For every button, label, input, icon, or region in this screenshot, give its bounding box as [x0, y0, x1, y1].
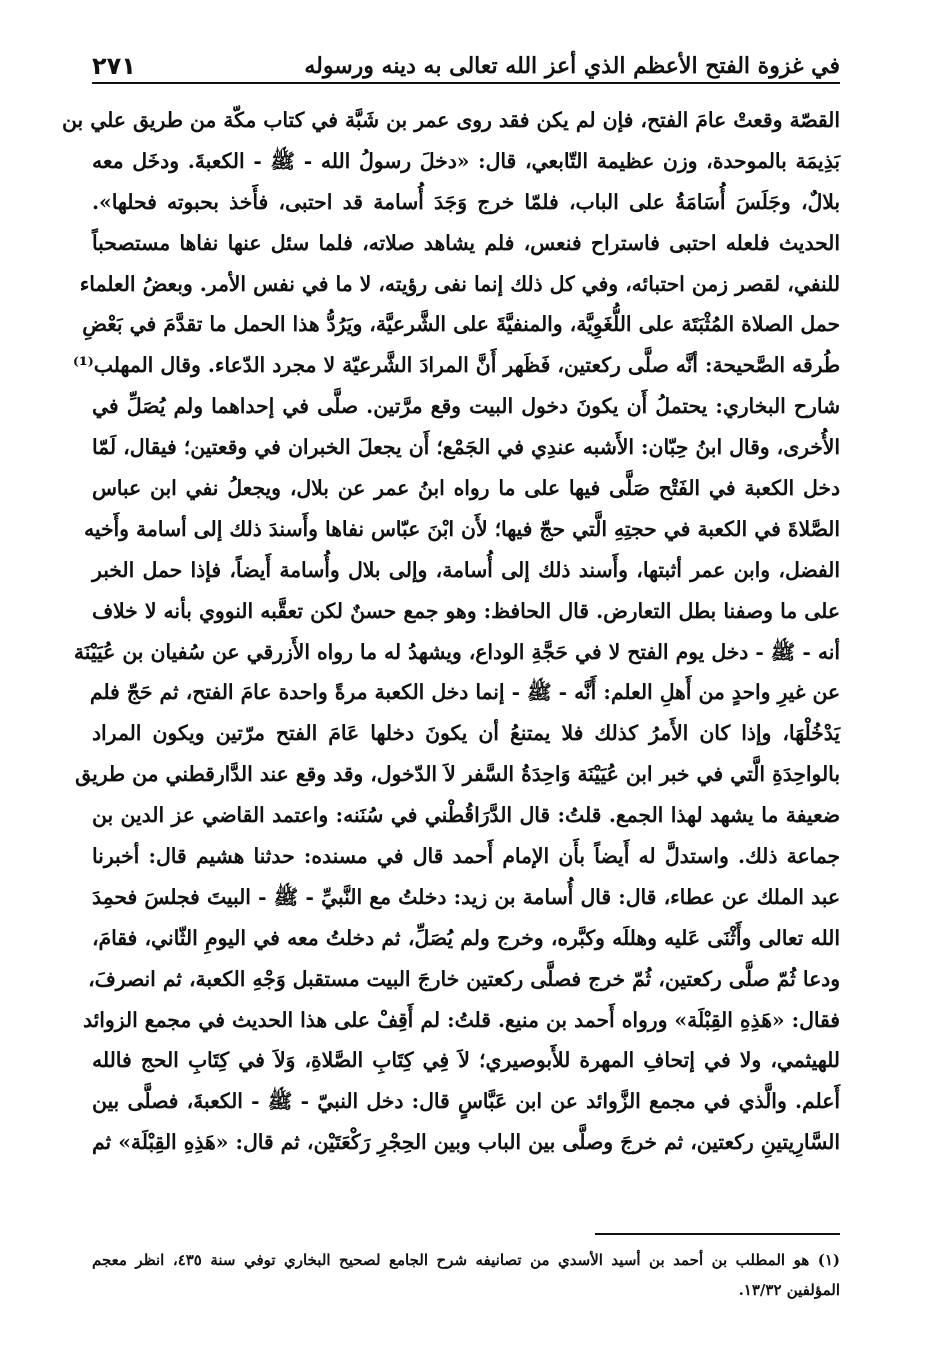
text-line: عبد الملك عن عطاء، قال: قال أُسامة بن زيد: دخلتُ مع النَّبيِّ - ﷺ - البيتَ فجلسَ فحمِدَ — [92, 884, 840, 909]
page-number: ٢٧١ — [92, 52, 136, 80]
text-line: أَعلم. والَّذي في مجمع الزَّوائد عن ابن عَبَّاسٍ قال: دخل النبيّ - ﷺ - الكعبةَ، فصلَّى بين — [92, 1089, 840, 1114]
page-header — [92, 38, 840, 84]
text-line: الله تعالى وأَثْنَى عَليه وهللَه وكبَّره، وخرج ولم يُصَلِّ، ثم دخلتُ معه في اليومِ الثّاني، فقامَ، — [92, 925, 840, 950]
text-line: بَذِيمَة بالموحدة، وزن عظيمة التّابعي، قال: «دخلَ رسولُ الله - ﷺ - الكعبةَ. ودخَل معه — [92, 148, 840, 173]
text-line: ودعا ثُمّ صلَّى ركعتين، ثُمّ خرج فصلَّى ركعتين خارجَ البيت مستقبل وَجْهِ الكعبة، ثم انصرفَ، — [88, 966, 840, 991]
text-line: ضعيفة ما يشهد لهذا الجمع. قلتُ: قال الدَّرَاقُطْني في سُنَنه: واعتمد القاضي عز الدين بن — [92, 803, 840, 828]
text-line: الأُخرى، وقال ابنُ حِبّان: الأَشبه عندِي في الجَمْع؛ أَن يجعلَ الخبران في وقعتين؛ فيقال، لَمّا — [92, 435, 840, 460]
text-line: طُرقه الصَّحيحة: أنَّه صلَّى ركعتين، فَظَهر أَنَّ المرادَ الشَّرعيّة لا مجرد الدّعاء. وقال المهلب⁽¹⁾ — [72, 353, 840, 378]
text-line: فقال: «هَذِهِ القِبْلَة» ورواه أَحمد بن منيع. قلتُ: لم أَقِفْ على هذا الحديث في مجمع الزوائد — [82, 1007, 840, 1032]
text-line: الفضل، وابن عمر أثبتها، وأَسند ذلك إلى أُسامة، وإلى بلال وأُسامة أَيضاً، فإذا حمل الخبر — [92, 557, 840, 582]
text-line: عن غيرِ واحدٍ من أَهلِ العلم: أَنَّه - ﷺ - إنما دخل الكعبة مرةً واحدة عامَ الفتح، ثم حَجّ فلم — [89, 680, 840, 705]
text-line: الصَّلاةَ في الكعبة في حجتِهِ الَّتي حجّ فيها؛ لأَن ابْنَ عبّاس نفاها وأَسندَ ذلك إلى أسامة وأَخيه — [84, 516, 840, 541]
text-line: دخل الكعبة في الفَتْح صَلَّى فيها على ما رواه ابنُ عمر عن بلال، ويجعلُ نفي ابن عباس — [92, 476, 840, 501]
text-line: بلالٌ، وجَلَسَ أُسَامَةُ على الباب، فلمّا خرج وَجَدَ أُسامة قد احتبى، فأَخذ بحبوته فحلها». — [92, 189, 840, 214]
text-line: الحديث فلعله احتبى فاستراح فنعس، فلم يشاهد صلاته، فلما سئل عنها نفاها مستصحباً — [92, 230, 840, 255]
text-line: السَّارِيتينِ ركعتين، ثم خرجَ وصلَّى بين الباب وبين الحِجْرِ رَكْعَتَيْن، ثم قال: «هَذِهِ القِبْلَة» ثم — [92, 1130, 840, 1155]
running-title: في غزوة الفتح الأعظم الذي أعز الله تعالى به دينه ورسوله — [304, 53, 840, 79]
footnote — [92, 1245, 840, 1305]
text-line: أنه - ﷺ - دخل يوم الفتح لا في حَجَّةِ الوداع، ويشهدُ له ما رواه الأَزرقي عن سُفيان بن عُيَيْنَة — [73, 639, 840, 664]
text-line: شارح البخاري: يحتملُ أَن يكونَ دخول البيت وقع مرَّتين. صلَّى في إحداهما ولم يُصَلِّ في — [92, 394, 840, 419]
text-line: على ما وصفنا بطل التعارض. قال الحافظ: وهو جمع حسنٌ لكن تعقَّبه النووي بأنه لا خلاف — [92, 598, 840, 623]
text-line: بالواحِدَةِ الَّتي في خبر ابن عُيَيْنَة وَاحِدَةُ السَّفر لاَ الدّخول، وقد وقع عند الدَّارقطني من طريق — [75, 762, 840, 787]
text-line: يَدْخُلْهَا، وإذا كان الأَمرُ كذلك فلا يمتنعُ أن يكونَ دخلها عَامَ الفتح مرّتين ويكون المراد — [92, 721, 840, 746]
text-line: للهيثمي، ولا في إتحافِ المهرة للأَبوصيري؛ لاَ فِي كِتَابِ الصَّلاةِ، وَلاَ في كِتَابِ الحج فالله — [92, 1048, 840, 1073]
footnote-line: (١) هو المطلب بن أحمد بن أسيد الأسدي من تصانيفه شرح الجامع لصحيح البخاري توفي سنة ٤٣٥، انظر معجم — [92, 1251, 840, 1269]
text-line: القصّة وقعتْ عامَ الفتح، فإن لم يكن فقد روى عمر بن شَبَّة في كتاب مكّة من طريق علي بن — [62, 108, 840, 132]
footnote-line: المؤلفين ١٣/٣٢. — [738, 1281, 840, 1299]
footnote-divider — [595, 1233, 840, 1235]
text-line: للنفي، لقصر زمن احتبائه، وفي كل ذلك إنما نفى رؤيته، لا ما في نفس الأمر. وبعضُ العلماء — [79, 271, 840, 296]
text-line: جماعة ذلك. واستدلَّ له أَيضاً بأَن الإمام أَحمد قال في مسنده: حدثنا هشيم قال: أخبرنا — [92, 844, 840, 869]
main-text — [62, 100, 840, 1163]
text-line: حمل الصلاة المُثْبَتَة على اللُّغَوِيَّة، والمنفيَّةَ على الشَّرعيَّة، ويَرُدُّ هذا الحمل ما تقدَّمَ في بَعْضِ — [82, 312, 840, 337]
